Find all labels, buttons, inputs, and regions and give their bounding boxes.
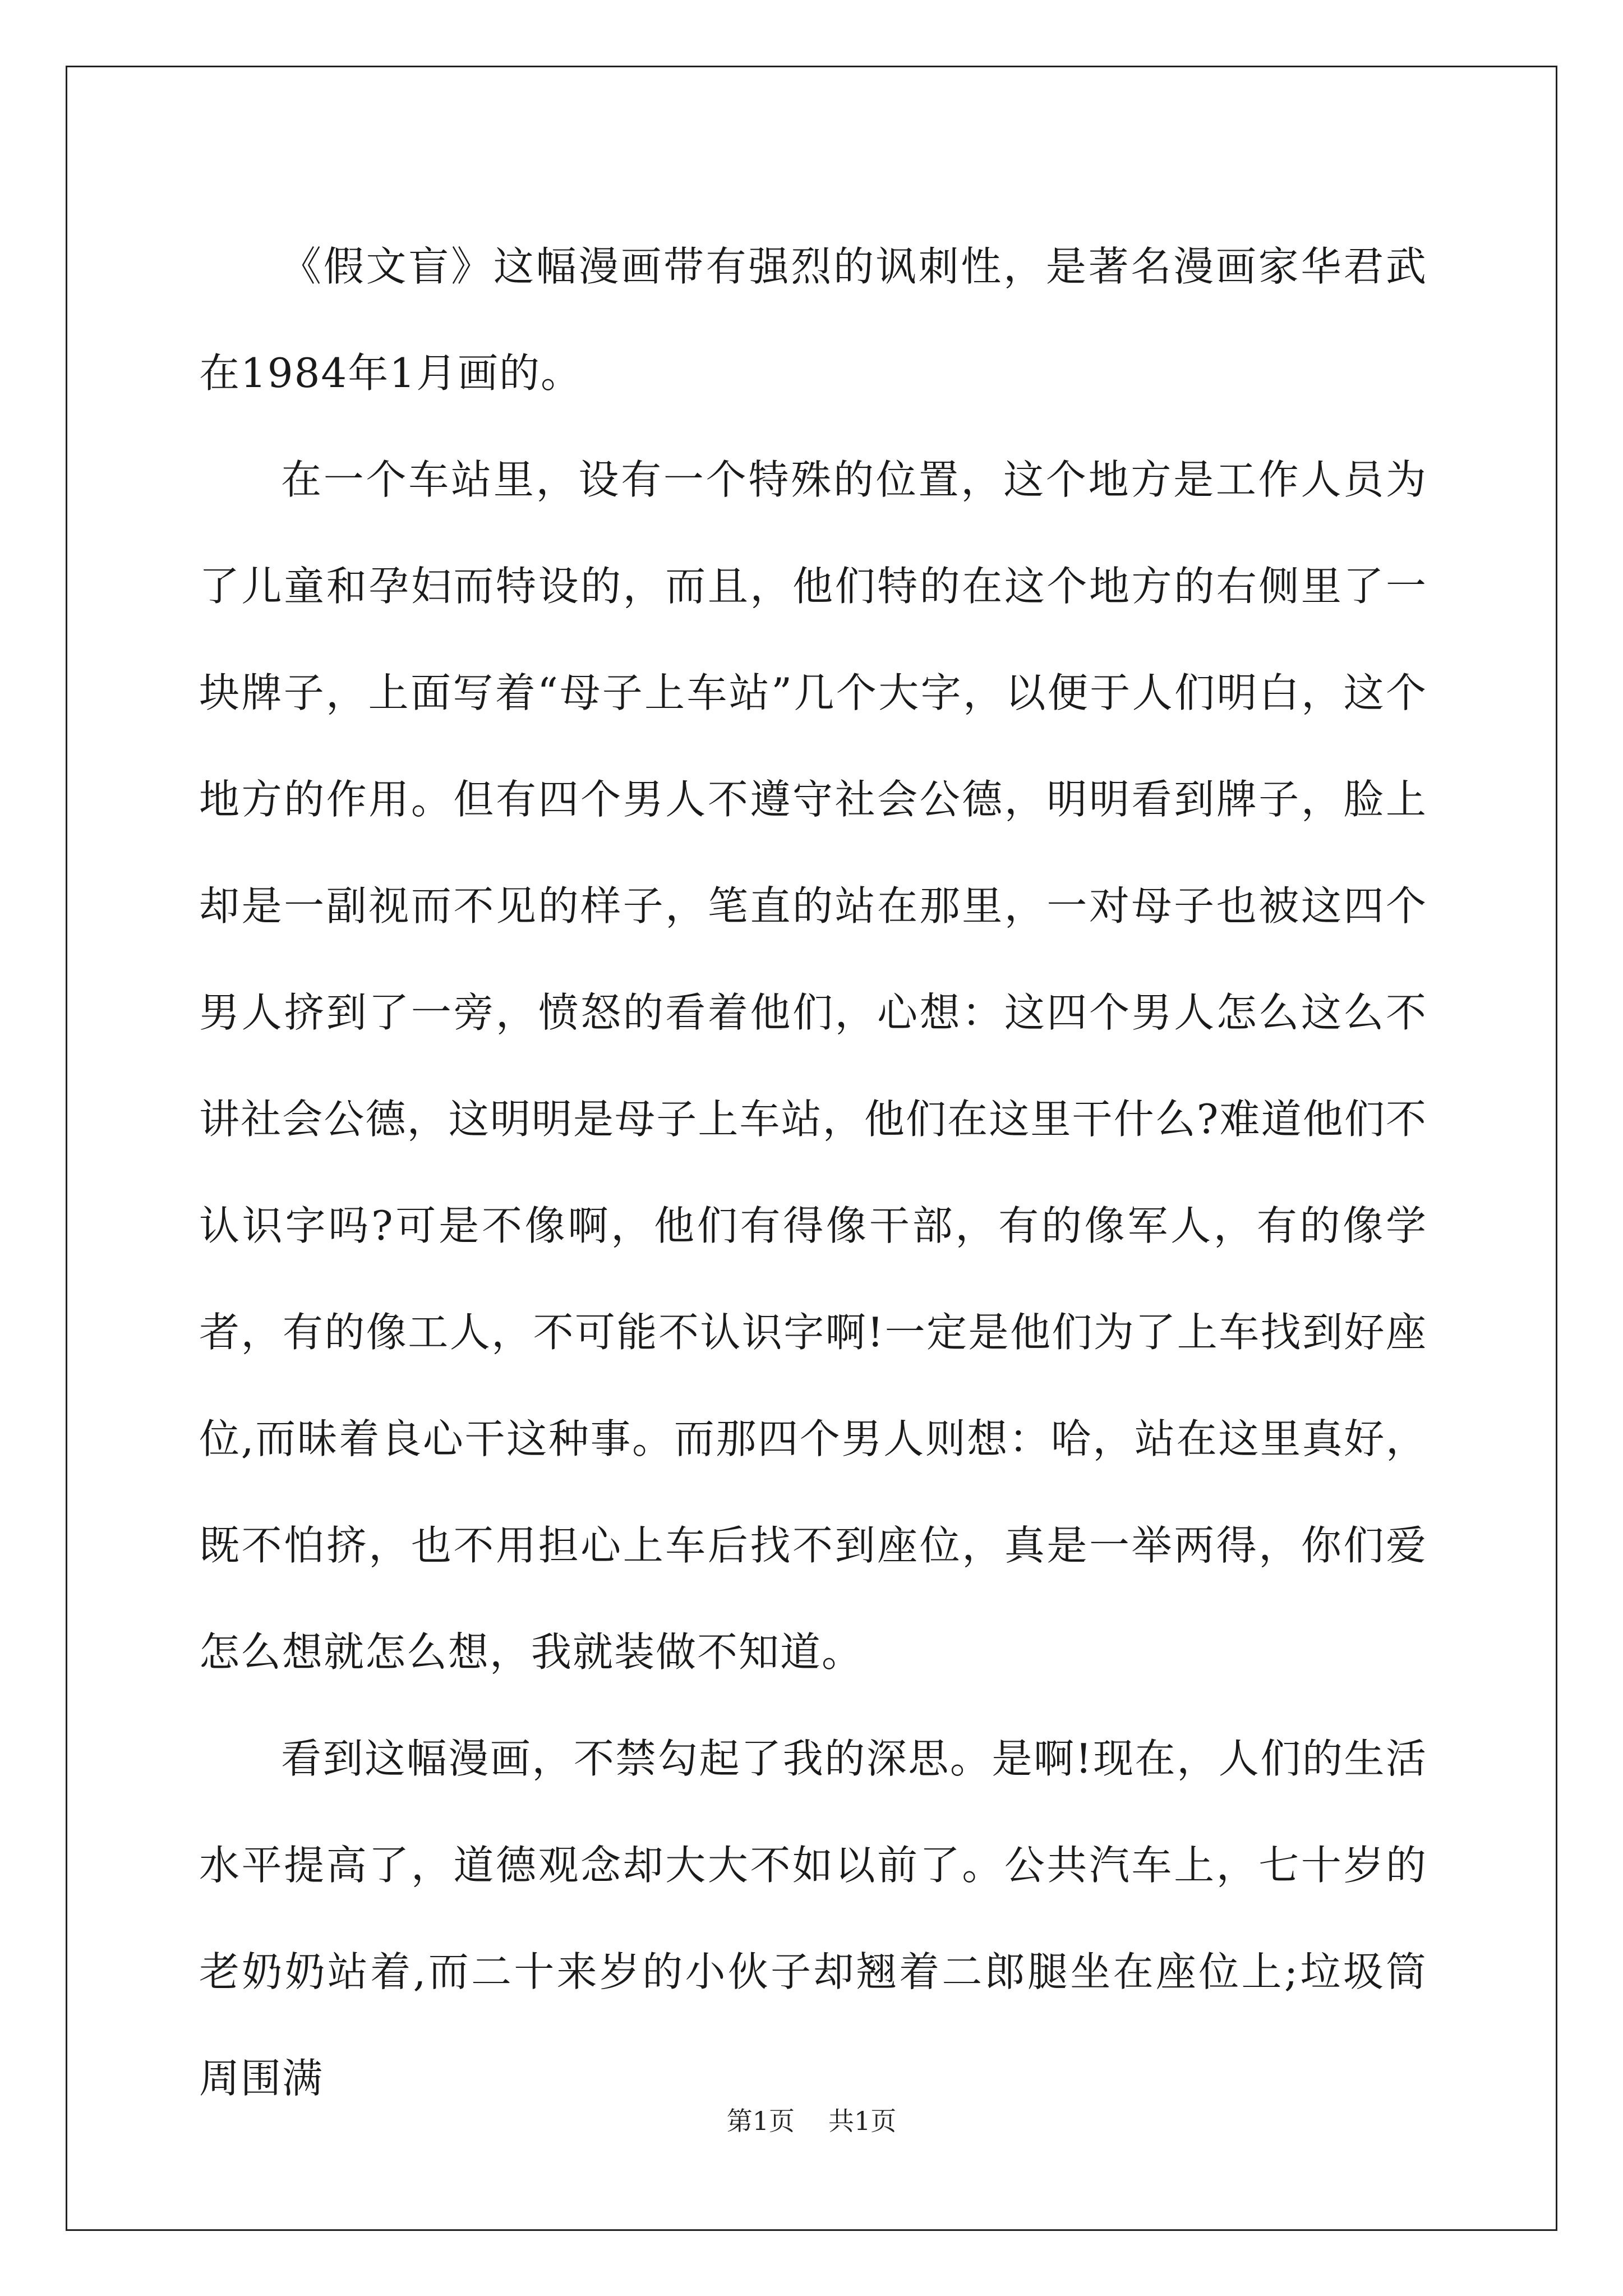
paragraph-3: 看到这幅漫画，不禁勾起了我的深思。是啊!现在，人们的生活水平提高了，道德观念却大大不如以前了。公共汽车上，七十岁的老奶奶站着,而二十来岁的小伙子却翘着二郎腿坐在座位上;垃圾筒周围满 — [199, 1735, 1427, 2102]
page-number-current: 第1页 — [726, 2106, 795, 2136]
paragraph-1: 《假文盲》这幅漫画带有强烈的讽刺性，是著名漫画家华君武在1984年1月画的。 — [199, 243, 1427, 397]
document-body — [199, 213, 1427, 2132]
paragraph-2: 在一个车站里，设有一个特殊的位置，这个地方是工作人员为了儿童和孕妇而特设的，而且，他们特的在这个地方的右侧里了一块牌子，上面写着“母子上车站”几个大字，以便于人们明白，这个地方的作用。但有四个男人不遵守社会公德，明明看到牌子，脸上却是一副视而不见的样子，笔直的站在那里，一对母子也被这四个男人挤到了一旁，愤怒的看着他们，心想：这四个男人怎么这么不讲社会公德，这明明是母子上车站，他们在这里干什么?难道他们不认识字吗?可是不像啊，他们有得像干部，有的像军人，有的像学者，有的像工人，不可能不认识字啊!一定是他们为了上车找到好座位,而昧着良心干这种事。而那四个男人则想：哈，站在这里真好，既不怕挤，也不用担心上车后找不到座位，真是一举两得，你们爱怎么想就怎么想，我就装做不知道。 — [199, 456, 1427, 1676]
page-number-total: 共1页 — [828, 2106, 897, 2136]
page-footer — [0, 2101, 1623, 2138]
